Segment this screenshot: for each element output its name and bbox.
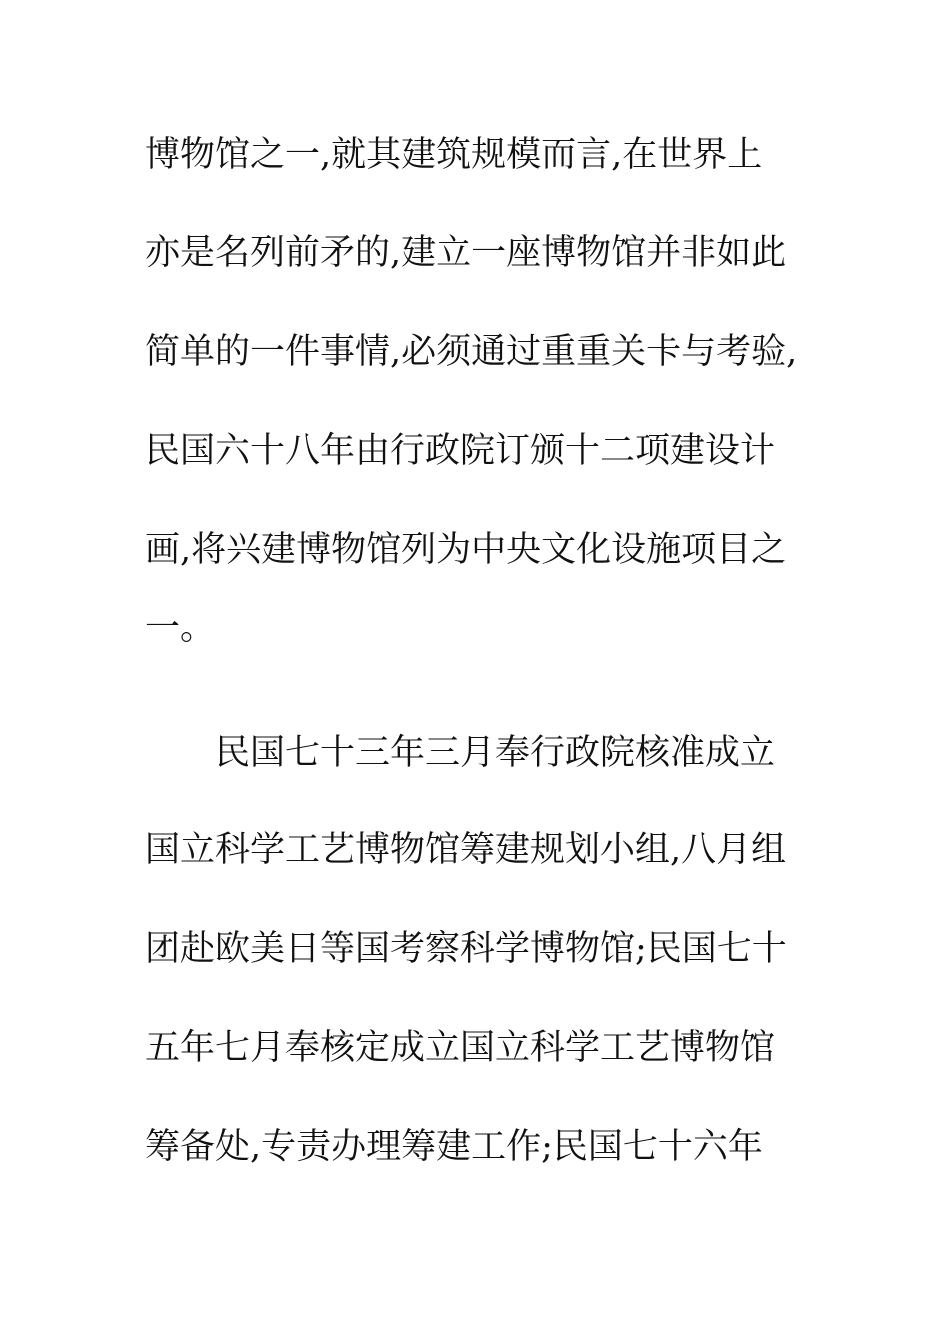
paragraph-first-line: 民国七十三年三月奉行政院核准成立 [215, 733, 776, 773]
text-line: 亦是名列前矛的,建立一座博物馆并非如此 [145, 233, 787, 273]
text-line: 博物馆之一,就其建筑规模而言,在世界上 [145, 135, 763, 175]
text-line: 民国六十八年由行政院订颁十二项建设计 [145, 431, 776, 471]
text-line: 国立科学工艺博物馆筹建规划小组,八月组 [145, 830, 787, 870]
text-line: 团赴欧美日等国考察科学博物馆;民国七十 [145, 929, 787, 969]
text-line: 简单的一件事情,必须通过重重关卡与考验, [145, 332, 798, 372]
text-line: 一。 [145, 608, 216, 648]
text-line: 五年七月奉核定成立国立科学工艺博物馆 [145, 1028, 776, 1068]
text-line: 筹备处,专责办理筹建工作;民国七十六年 [145, 1127, 763, 1167]
text-line: 画,将兴建博物馆列为中央文化设施项目之 [145, 530, 787, 570]
